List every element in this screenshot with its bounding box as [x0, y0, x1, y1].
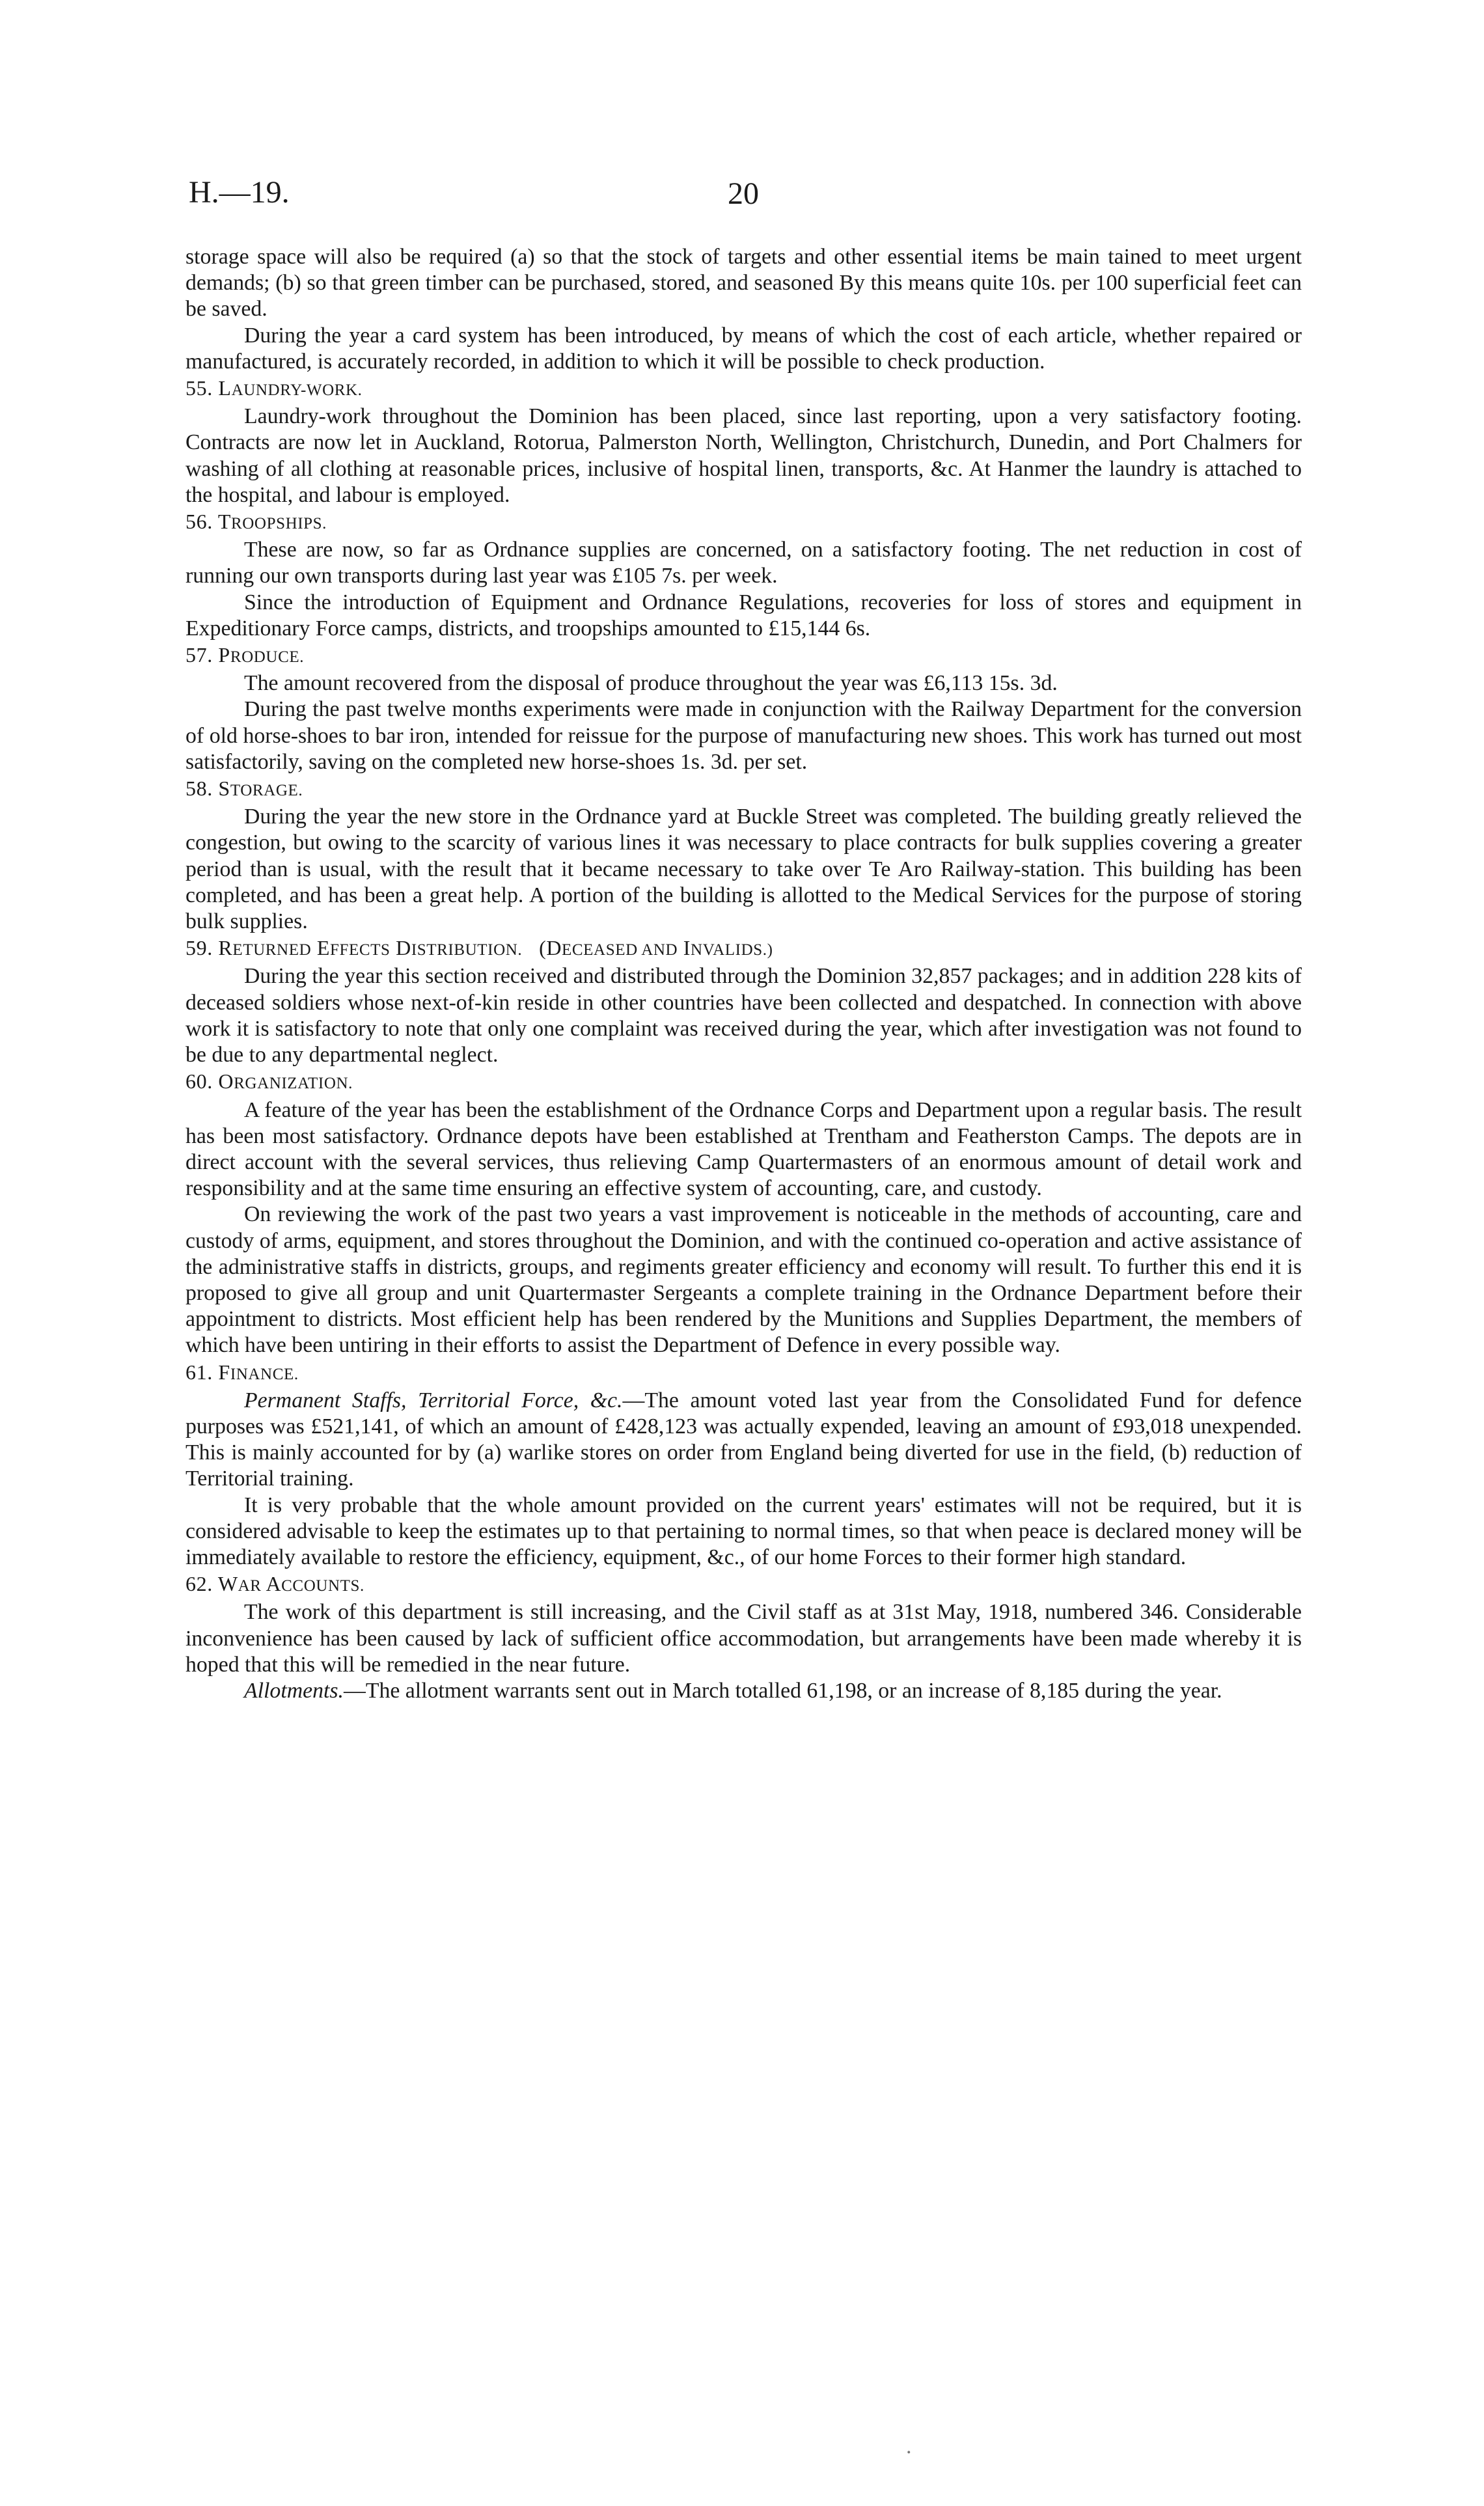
paragraph: On reviewing the work of the past two years a vast improvement is noticeable in the methods of accounting, care and custody of arms, equipment, and stores throughout the Dominion, and with the continued co-operation and active assistance of the administrative staffs in districts, groups, and regiments greater efficiency and economy will result. To further this end it is proposed to give all group and unit Quartermaster Sergeants a complete training in the Ordnance Department before their appointment to districts. Most efficient help has been rendered by the Munitions and Supplies Department, the members of which have been untiring in their efforts to assist the Department of Defence in every possible way. — [186, 1202, 1302, 1358]
paragraph: During the year this section received and distributed through the Dominion 32,857 packages; and in addition 228 kits of deceased soldiers whose next-of-kin reside in other countries have been collected and despatched. In connection with above work it is satisfactory to note that only one complaint was received during the year, which after investigation was not found to be due to any departmental neglect. — [186, 964, 1302, 1067]
page-number: 20 — [728, 176, 759, 211]
section-heading-56: 56. TROOPSHIPS. — [186, 510, 327, 534]
section-heading-59: 59. RETURNED EFFECTS DISTRIBUTION. (DECEASED AND INVALIDS.) — [186, 936, 773, 960]
paragraph: These are now, so far as Ordnance supplies are concerned, on a satisfactory footing. The net reduction in cost of running our own transports during last year was £105 7s. per week. — [186, 538, 1302, 588]
section-heading-62: 62. WAR ACCOUNTS. — [186, 1572, 364, 1596]
paragraph: It is very probable that the whole amount provided on the current years' estimates will not be required, but it is considered advisable to keep the estimates up to that pertaining to normal times, so that when peace is declared money will be immediately available to restore the efficiency, equipment, &c., of our home Forces to their former high standard. — [186, 1493, 1302, 1569]
report-reference: H.—19. — [189, 175, 290, 210]
section-heading-55: 55. LAUNDRY-WORK. — [186, 376, 363, 400]
paragraph: During the past twelve months experiments were made in conjunction with the Railway Department for the conversion of old horse-shoes to bar iron, intended for reissue for the purpose of manufacturing new shoes. This work has turned out most satisfactorily, saving on the completed new horse-shoes 1s. 3d. per set. — [186, 697, 1302, 774]
section-heading-61: 61. FINANCE. — [186, 1360, 299, 1384]
paragraph: Laundry-work throughout the Dominion has been placed, since last reporting, upon a very satisfactory footing. Contracts are now let in Auckland, Rotorua, Palmerston North, Wellington, Christchurch, Dunedin, and Port Chalmers for washing of all clothing at reasonable prices, inclusive of hospital linen, transports, &c. At Hanmer the laundry is attached to the hospital, and labour is employed. — [186, 404, 1302, 507]
paragraph: The amount recovered from the disposal of produce throughout the year was £6,113 15s. 3d. — [244, 671, 1058, 696]
section-heading-57: 57. PRODUCE. — [186, 643, 305, 667]
page-body — [186, 244, 1302, 1704]
paragraph: During the year a card system has been introduced, by means of which the cost of each article, whether repaired or manufactured, is accurately recorded, in addition to which it will be possible to check production. — [186, 323, 1302, 374]
paragraph: Since the introduction of Equipment and Ordnance Regulations, recoveries for loss of stores and equipment in Expeditionary Force camps, districts, and troopships amounted to £15,144 6s. — [186, 590, 1302, 640]
section-heading-58: 58. STORAGE. — [186, 777, 303, 801]
paragraph: storage space will also be required (a) so that the stock of targets and other essential items be main tained to meet urgent demands; (b) so that green timber can be purchased, stored, and seasoned By this means quite 10s. per 100 superficial feet can be saved. — [186, 245, 1302, 322]
paragraph: A feature of the year has been the establishment of the Ordnance Corps and Department upon a regular basis. The result has been most satisfactory. Ordnance depots have been established at Trentham and Featherston Camps. The depots are in direct account with the several services, thus relieving Camp Quartermasters of an enormous amount of detail work and responsibility and at the same time ensuring an effective system of accounting, care, and custody. — [186, 1097, 1302, 1201]
paragraph: During the year the new store in the Ordnance yard at Buckle Street was completed. The building greatly relieved the congestion, but owing to the scarcity of various lines it was necessary to place contracts for bulk supplies covering a greater period than is usual, with the result that it became necessary to take over Te Aro Railway-station. This building has been completed, and has been a great help. A portion of the building is allotted to the Medical Services for the purpose of storing bulk supplies. — [186, 805, 1302, 934]
paragraph: The work of this department is still increasing, and the Civil staff as at 31st May, 1918, numbered 346. Considerable inconvenience has been caused by lack of sufficient office accommodation, but arrangements have been made whereby it is hoped that this will be remedied in the near future. — [186, 1600, 1302, 1677]
paragraph-lead: Allotments. — [244, 1678, 344, 1703]
footer-mark: . — [906, 2434, 912, 2458]
page-header — [0, 174, 1484, 220]
paragraph: Permanent Staffs, Territorial Force, &c.—The amount voted last year from the Consolidated Fund for defence purposes was £521,141, of which an amount of £428,123 was actually expended, leaving an amount of £93,018 unexpended. This is mainly accounted for by (a) warlike stores on order from England being diverted for use in the field, (b) reduction of Territorial training. — [186, 1388, 1302, 1491]
paragraph-lead: Permanent Staffs, Territorial Force, &c. — [244, 1388, 623, 1412]
section-heading-60: 60. ORGANIZATION. — [186, 1069, 353, 1094]
paragraph: Allotments.—The allotment warrants sent out in March totalled 61,198, or an increase of 8,185 during the year. — [244, 1678, 1222, 1703]
